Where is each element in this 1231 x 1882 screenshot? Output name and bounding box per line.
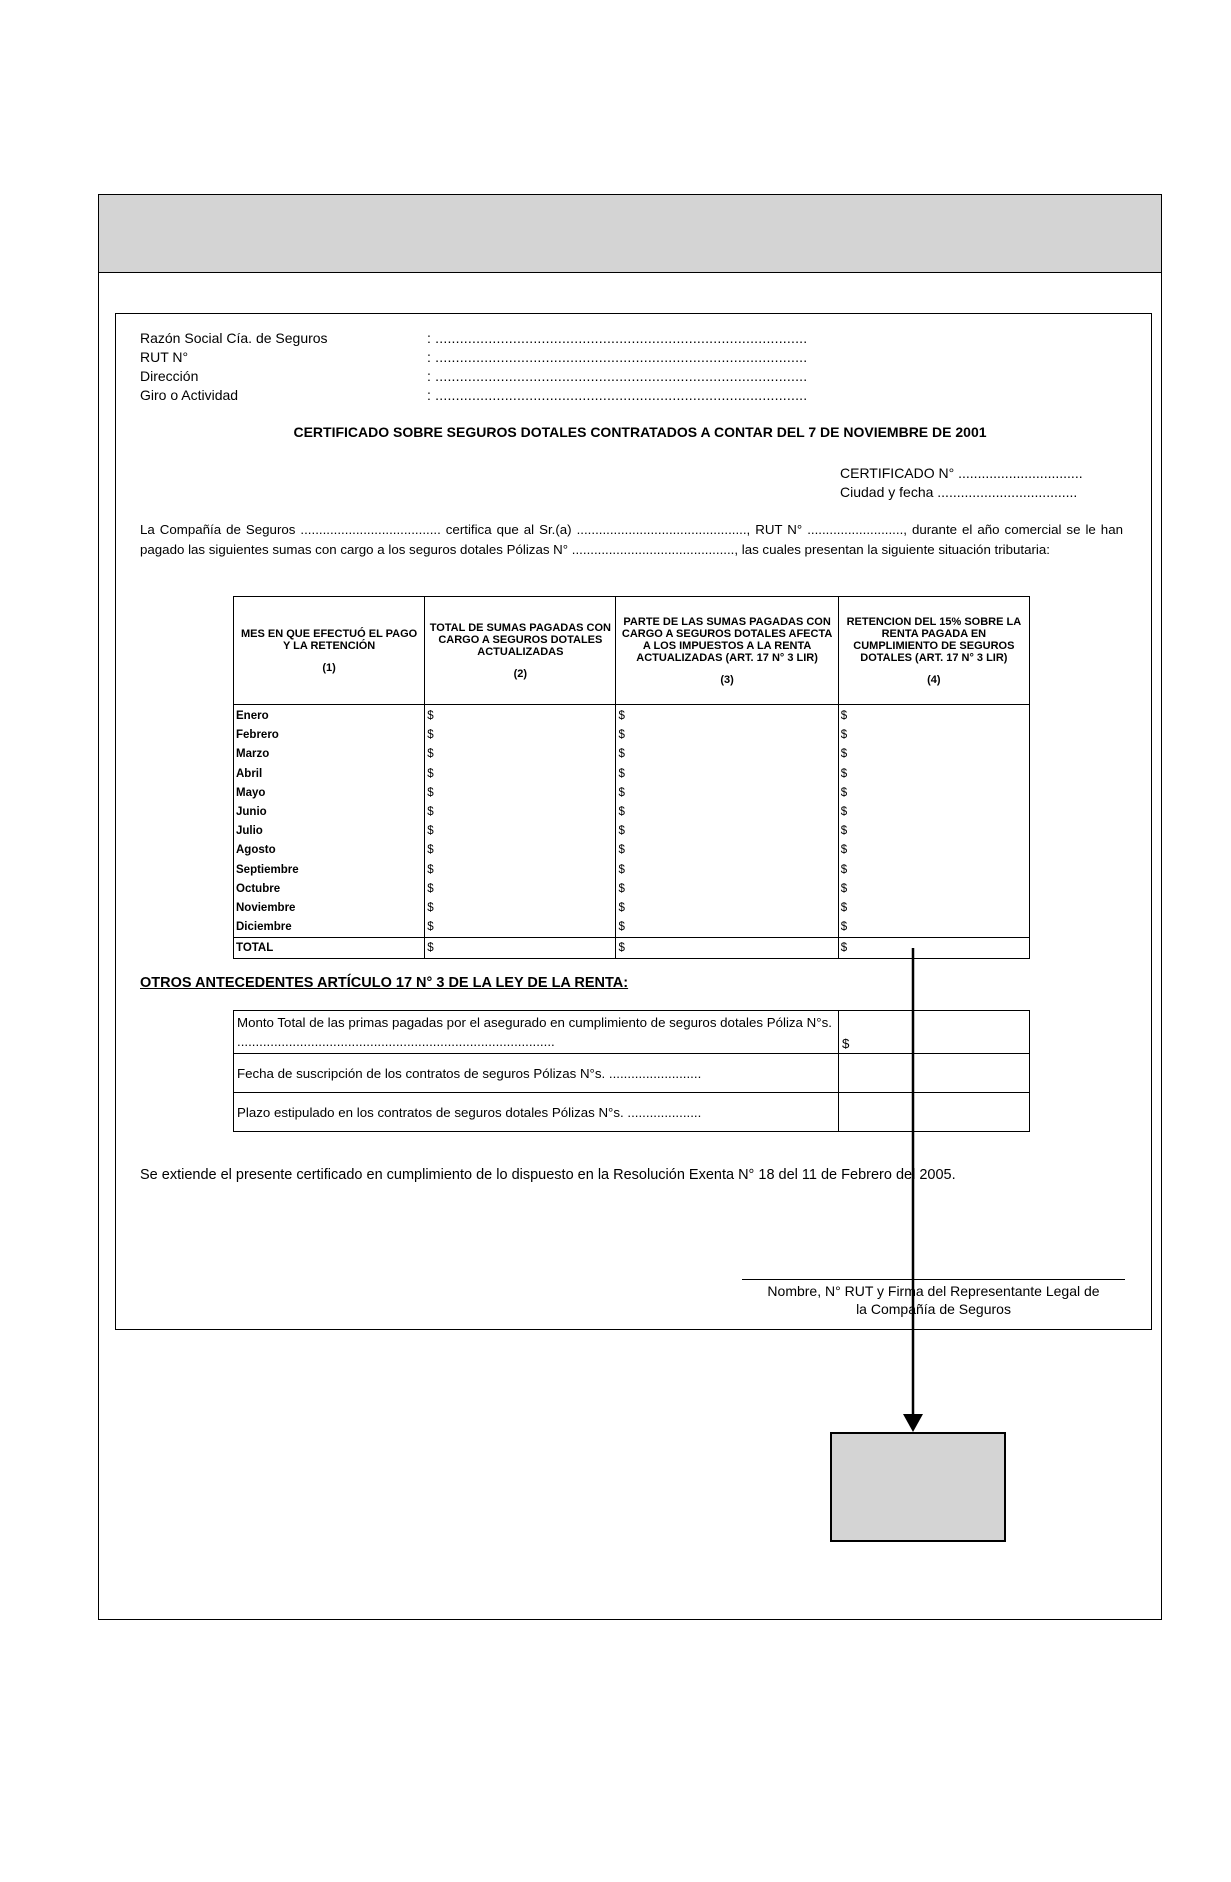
antecedente-label: Fecha de suscripción de los contratos de seguros Pólizas N°s. ......................... [234,1054,839,1093]
table-row [234,841,1030,860]
table-row [234,1093,1030,1132]
table-row [234,861,1030,880]
antecedente-label: Monto Total de las primas pagadas por el asegurado en cumplimiento de seguros dotales Póliza N°s. ...................................................................................... [234,1011,839,1054]
month-cell: Mayo [234,784,425,803]
table-row [234,765,1030,784]
amount-cell: $ [616,784,838,803]
amount-cell: $ [838,918,1029,938]
column-header [234,597,425,705]
month-cell: Abril [234,765,425,784]
column-header-label: PARTE DE LAS SUMAS PAGADAS CON CARGO A SEGUROS DOTALES AFECTA A LOS IMPUESTOS A LA RENTA ACTUALIZADAS (ART. 17 N° 3 LIR) [621,615,833,664]
field-label: Giro o Actividad [140,387,239,403]
amount-cell: $ [616,803,838,822]
total-label: TOTAL [234,938,425,959]
column-number: (4) [927,673,941,686]
amount-cell: $ [616,880,838,899]
total-amount-cell: $ [838,938,1029,959]
table-row [234,880,1030,899]
amount-cell: $ [425,784,616,803]
amount-cell: $ [425,899,616,918]
amount-cell: $ [838,822,1029,841]
amount-cell: $ [838,726,1029,745]
field-row [140,329,807,348]
table-row [234,803,1030,822]
amount-cell: $ [838,899,1029,918]
certificate-number-block [840,464,1083,502]
table-body [234,705,1030,959]
amount-cell: $ [838,765,1029,784]
amount-cell: $ [616,822,838,841]
table-row [234,705,1030,727]
field-row [140,348,807,367]
signature-caption [742,1282,1125,1318]
signature-line1: Nombre, N° RUT y Firma del Representante Legal de [767,1283,1100,1299]
target-gray-box [830,1432,1006,1542]
amount-cell: $ [425,822,616,841]
otros-antecedentes-title: OTROS ANTECEDENTES ARTÍCULO 17 N° 3 DE LA LEY DE LA RENTA: [140,975,629,991]
column-number: (2) [513,667,528,680]
amount-cell: $ [425,765,616,784]
antecedente-value [839,1054,1030,1093]
month-cell: Septiembre [234,861,425,880]
table-header-row [234,597,1030,705]
amount-cell: $ [616,726,838,745]
field-label: Dirección [140,368,199,384]
table-row [234,899,1030,918]
antecedente-label: Plazo estipulado en los contratos de seguros dotales Pólizas N°s. .................... [234,1093,839,1132]
amount-cell: $ [616,918,838,938]
column-header-label: RETENCION DEL 15% SOBRE LA RENTA PAGADA EN CUMPLIMIENTO DE SEGUROS DOTALES (ART. 17 N° 3 LIR) [846,615,1022,664]
total-amount-cell: $ [425,938,616,959]
field-value: : ........................................................................................... [427,349,808,365]
amount-cell: $ [425,803,616,822]
company-fields [140,329,807,405]
antecedentes-table [233,1010,1030,1132]
table-row [234,726,1030,745]
month-cell: Agosto [234,841,425,860]
month-cell: Enero [234,705,425,727]
amount-cell: $ [838,745,1029,764]
table-row [234,918,1030,938]
field-label: Razón Social Cía. de Seguros [140,330,328,346]
field-value: : ........................................................................................... [427,387,808,403]
amount-cell: $ [616,861,838,880]
amount-cell: $ [838,784,1029,803]
month-cell: Noviembre [234,899,425,918]
amount-cell: $ [425,745,616,764]
amount-cell: $ [616,745,838,764]
column-header-label: TOTAL DE SUMAS PAGADAS CON CARGO A SEGUROS DOTALES ACTUALIZADAS [429,621,611,658]
header-gray-band [99,195,1161,273]
city-date: Ciudad y fecha .................................... [840,484,1078,500]
signature-line [742,1279,1125,1280]
payments-table [233,596,1030,959]
table-row [234,745,1030,764]
column-header [616,597,838,705]
amount-cell: $ [425,726,616,745]
total-amount-cell: $ [616,938,838,959]
amount-cell: $ [425,880,616,899]
field-value: : ........................................................................................... [427,330,808,346]
table-row [234,1054,1030,1093]
certificate-title: CERTIFICADO SOBRE SEGUROS DOTALES CONTRATADOS A CONTAR DEL 7 DE NOVIEMBRE DE 2001 [293,424,987,440]
column-header [425,597,616,705]
amount-cell: $ [838,841,1029,860]
amount-cell: $ [838,803,1029,822]
month-cell: Octubre [234,880,425,899]
amount-cell: $ [616,841,838,860]
column-number: (1) [322,661,336,674]
month-cell: Junio [234,803,425,822]
column-number: (3) [720,673,734,686]
amount-cell: $ [838,880,1029,899]
amount-cell: $ [838,861,1029,880]
antecedente-value [839,1093,1030,1132]
amount-cell: $ [425,861,616,880]
amount-cell: $ [616,765,838,784]
antecedente-value: $ [839,1011,1030,1054]
column-header [838,597,1029,705]
table-row [234,1011,1030,1054]
field-row [140,386,807,405]
month-cell: Julio [234,822,425,841]
intro-paragraph: La Compañía de Seguros ...................................... certifica que al Sr.(a) .............................................., RUT N° .........................., durante el año comercial se le han pagado las siguientes sumas con cargo a los seguros dotales Pólizas N° ............................................, las cuales presentan la siguiente situación tributaria: [140,522,1123,557]
amount-cell: $ [616,705,838,727]
month-cell: Febrero [234,726,425,745]
column-header-label: MES EN QUE EFECTUÓ EL PAGO Y LA RETENCIÓN [241,627,418,652]
month-cell: Diciembre [234,918,425,938]
field-value: : ........................................................................................... [427,368,808,384]
amount-cell: $ [425,705,616,727]
amount-cell: $ [838,705,1029,727]
month-cell: Marzo [234,745,425,764]
field-label: RUT N° [140,349,189,365]
table-row [234,822,1030,841]
amount-cell: $ [616,899,838,918]
amount-cell: $ [425,918,616,938]
certificate-number: CERTIFICADO N° ................................ [840,465,1083,481]
amount-cell: $ [425,841,616,860]
signature-line2: la Compañía de Seguros [856,1301,1011,1317]
field-row [140,367,807,386]
table-row [234,784,1030,803]
footer-text: Se extiende el presente certificado en cumplimiento de lo dispuesto en la Resolución Exenta N° 18 del 11 de Febrero del 2005. [140,1167,956,1183]
total-row [234,938,1030,959]
